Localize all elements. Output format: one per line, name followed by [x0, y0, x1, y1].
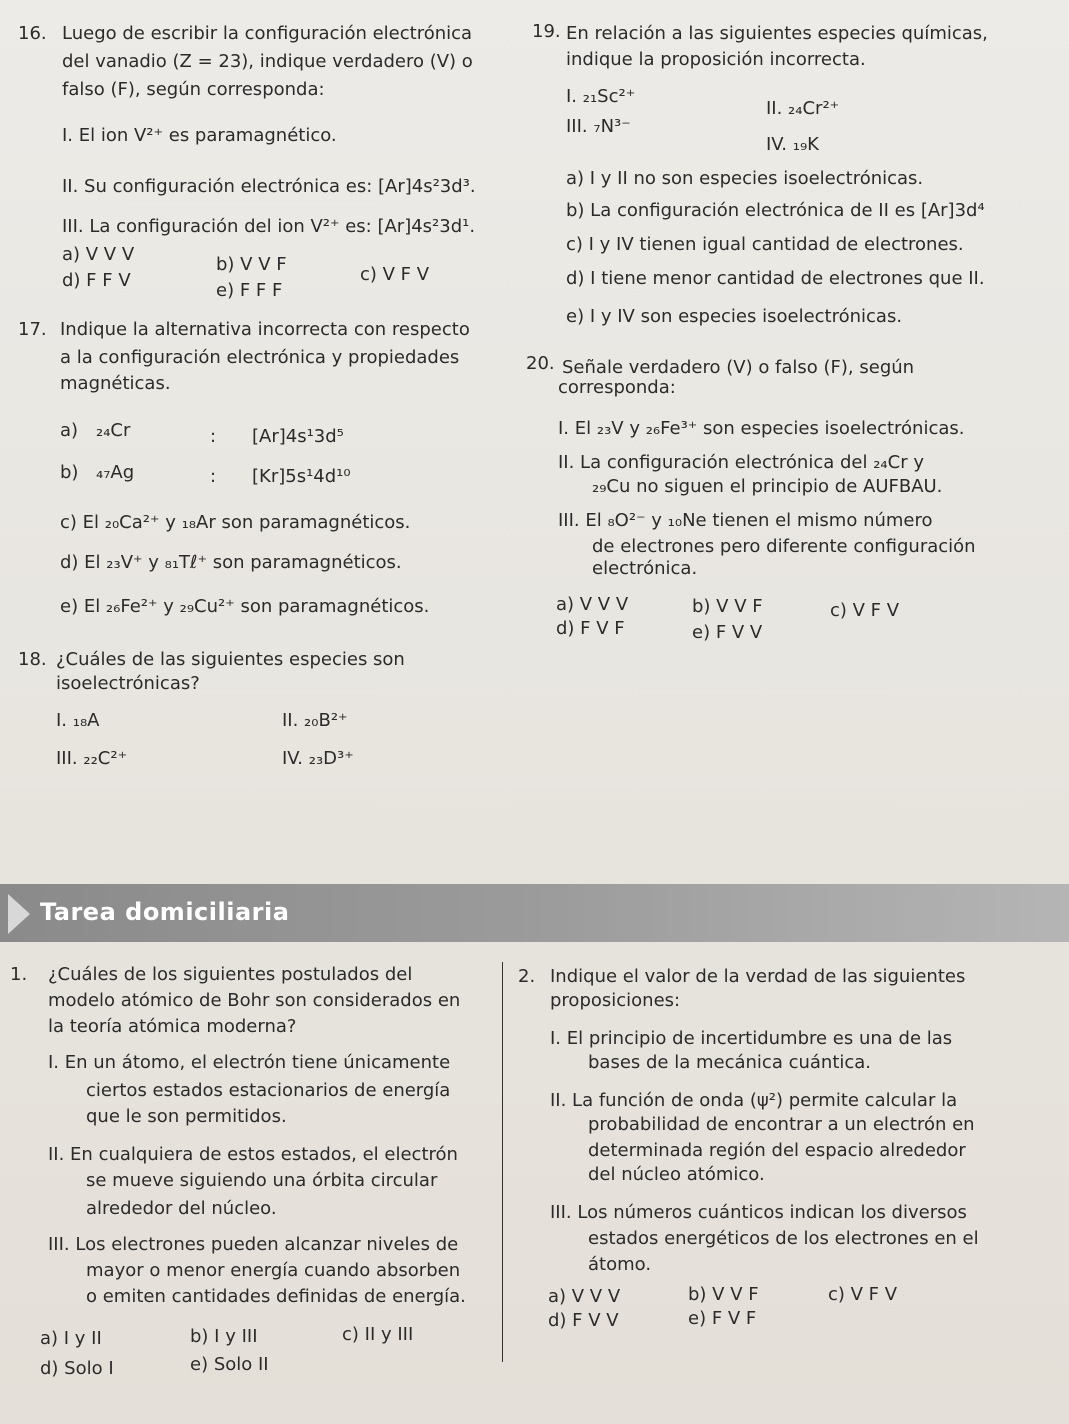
banner-arrow-icon [8, 894, 30, 934]
hw1-statement-2-line2: se mueve siguiendo una órbita circular [86, 1170, 438, 1191]
hw1-statement-1-line2: ciertos estados estacionarios de energía [86, 1080, 451, 1101]
q17-number: 17. [18, 319, 47, 340]
q20-statement-1: I. El ₂₃V y ₂₆Fe³⁺ son especies isoelectrónicas. [558, 418, 965, 439]
q17-a-colon: : [210, 426, 217, 447]
q17-stem-line2: a la configuración electrónica y propiedades [60, 347, 460, 368]
q17-b-label: b) [60, 462, 79, 483]
q18-species-4: IV. ₂₃D³⁺ [282, 748, 354, 769]
hw1-stem-line3: la teoría atómica moderna? [48, 1016, 297, 1037]
hw1-option-c: c) II y III [342, 1324, 414, 1345]
hw1-statement-3-line2: mayor o menor energía cuando absorben [86, 1260, 461, 1281]
hw1-statement-3-line3: o emiten cantidades definidas de energía. [86, 1286, 466, 1307]
q18-stem-line2: isoelectrónicas? [56, 673, 200, 694]
hw2-option-c: c) V F V [828, 1284, 898, 1305]
q18-species-3: III. ₂₂C²⁺ [56, 748, 128, 769]
hw2-statement-3-line2: estados energéticos de los electrones en el [588, 1228, 979, 1249]
q20-statement-2-line2: ₂₉Cu no siguen el principio de AUFBAU. [592, 476, 943, 497]
q16-option-d: d) F F V [62, 270, 131, 291]
q16-option-b: b) V V F [216, 254, 287, 275]
hw1-statement-3-line1: III. Los electrones pueden alcanzar niveles de [48, 1234, 459, 1255]
hw2-statement-2-line2: probabilidad de encontrar a un electrón en [588, 1114, 975, 1135]
q17-stem-line3: magnéticas. [60, 373, 171, 394]
q19-option-d: d) I tiene menor cantidad de electrones que II. [566, 268, 985, 289]
hw1-number: 1. [10, 964, 28, 985]
hw2-option-b: b) V V F [688, 1284, 759, 1305]
q20-statement-3-line2: de electrones pero diferente configuración [592, 536, 976, 557]
q19-option-b: b) La configuración electrónica de II es [Ar]3d⁴ [566, 200, 985, 221]
hw1-option-e: e) Solo II [190, 1354, 269, 1375]
hw2-statement-3-line1: III. Los números cuánticos indican los diversos [550, 1202, 967, 1223]
q17-stem-line1: Indique la alternativa incorrecta con respecto [60, 319, 470, 340]
hw2-number: 2. [518, 966, 536, 987]
q20-option-e: e) F V V [692, 622, 763, 643]
q17-a-config: [Ar]4s¹3d⁵ [252, 426, 344, 447]
q20-option-d: d) F V F [556, 618, 625, 639]
q17-option-c: c) El ₂₀Ca²⁺ y ₁₈Ar son paramagnéticos. [60, 512, 411, 533]
q19-option-c: c) I y IV tienen igual cantidad de electrones. [566, 234, 964, 255]
hw2-stem-line2: proposiciones: [550, 990, 681, 1011]
hw2-statement-2-line1: II. La función de onda (ψ²) permite calcular la [550, 1090, 958, 1111]
q16-stem-line1: Luego de escribir la configuración electrónica [62, 23, 473, 44]
q19-option-a: a) I y II no son especies isoelectrónicas. [566, 168, 924, 189]
hw1-stem-line1: ¿Cuáles de los siguientes postulados del [48, 964, 413, 985]
q17-a-species: ₂₄Cr [96, 420, 131, 441]
q19-option-e: e) I y IV son especies isoelectrónicas. [566, 306, 903, 327]
hw2-option-d: d) F V V [548, 1310, 619, 1331]
q17-option-e: e) El ₂₆Fe²⁺ y ₂₉Cu²⁺ son paramagnéticos. [60, 596, 430, 617]
hw1-statement-2-line3: alrededor del núcleo. [86, 1198, 277, 1219]
q20-statement-3-line3: electrónica. [592, 558, 698, 579]
q19-species-1: I. ₂₁Sc²⁺ [566, 86, 636, 107]
q16-number: 16. [18, 23, 47, 44]
hw2-statement-2-line4: del núcleo atómico. [588, 1164, 765, 1185]
q20-statement-2-line1: II. La configuración electrónica del ₂₄Cr y [558, 452, 924, 473]
q20-stem-line2: corresponda: [558, 377, 676, 398]
hw1-stem-line2: modelo atómico de Bohr son considerados en [48, 990, 461, 1011]
q19-species-2: II. ₂₄Cr²⁺ [766, 98, 840, 119]
hw1-option-a: a) I y II [40, 1328, 102, 1349]
hw2-option-e: e) F V F [688, 1308, 757, 1329]
hw2-statement-1-line2: bases de la mecánica cuántica. [588, 1052, 872, 1073]
q19-species-3: III. ₇N³⁻ [566, 116, 631, 137]
q18-stem-line1: ¿Cuáles de las siguientes especies son [56, 649, 405, 670]
q20-option-c: c) V F V [830, 600, 900, 621]
q19-species-4: IV. ₁₉K [766, 134, 819, 155]
hw1-statement-2-line1: II. En cualquiera de estos estados, el electrón [48, 1144, 458, 1165]
hw1-statement-1-line3: que le son permitidos. [86, 1106, 287, 1127]
hw2-statement-1-line1: I. El principio de incertidumbre es una de las [550, 1028, 953, 1049]
hw2-option-a: a) V V V [548, 1286, 621, 1307]
q18-species-1: I. ₁₈A [56, 710, 100, 731]
hw1-option-d: d) Solo I [40, 1358, 114, 1379]
q17-b-species: ₄₇Ag [96, 462, 135, 483]
section-banner [0, 884, 1069, 942]
q17-option-d: d) El ₂₃V⁺ y ₈₁Tℓ⁺ son paramagnéticos. [60, 552, 402, 573]
q17-b-config: [Kr]5s¹4d¹⁰ [252, 466, 351, 487]
hw2-statement-3-line3: átomo. [588, 1254, 652, 1275]
q19-stem-line2: indique la proposición incorrecta. [566, 49, 866, 70]
section-title: Tarea domiciliaria [40, 898, 290, 926]
q20-stem-line1: Señale verdadero (V) o falso (F), según [562, 357, 915, 378]
q16-option-e: e) F F F [216, 280, 283, 301]
q16-statement-1: I. El ion V²⁺ es paramagnético. [62, 125, 337, 146]
q19-number: 19. [532, 21, 561, 42]
q20-option-a: a) V V V [556, 594, 629, 615]
hw2-statement-2-line3: determinada región del espacio alrededor [588, 1140, 966, 1161]
q16-option-a: a) V V V [62, 244, 135, 265]
q20-statement-3-line1: III. El ₈O²⁻ y ₁₀Ne tienen el mismo número [558, 510, 933, 531]
q16-stem-line2: del vanadio (Z = 23), indique verdadero (V) o [62, 51, 473, 72]
q17-b-colon: : [210, 466, 217, 487]
q18-species-2: II. ₂₀B²⁺ [282, 710, 348, 731]
q16-stem-line3: falso (F), según corresponda: [62, 79, 325, 100]
hw1-option-b: b) I y III [190, 1326, 258, 1347]
q20-option-b: b) V V F [692, 596, 763, 617]
q17-a-label: a) [60, 420, 79, 441]
column-divider [502, 962, 503, 1362]
q16-statement-2: II. Su configuración electrónica es: [Ar]4s²3d³. [62, 176, 476, 197]
hw1-statement-1-line1: I. En un átomo, el electrón tiene únicamente [48, 1052, 451, 1073]
q16-option-c: c) V F V [360, 264, 430, 285]
hw2-stem-line1: Indique el valor de la verdad de las siguientes [550, 966, 966, 987]
q18-number: 18. [18, 649, 47, 670]
q20-number: 20. [526, 353, 555, 374]
q16-statement-3: III. La configuración del ion V²⁺ es: [Ar]4s²3d¹. [62, 216, 476, 237]
q19-stem-line1: En relación a las siguientes especies químicas, [566, 23, 988, 44]
